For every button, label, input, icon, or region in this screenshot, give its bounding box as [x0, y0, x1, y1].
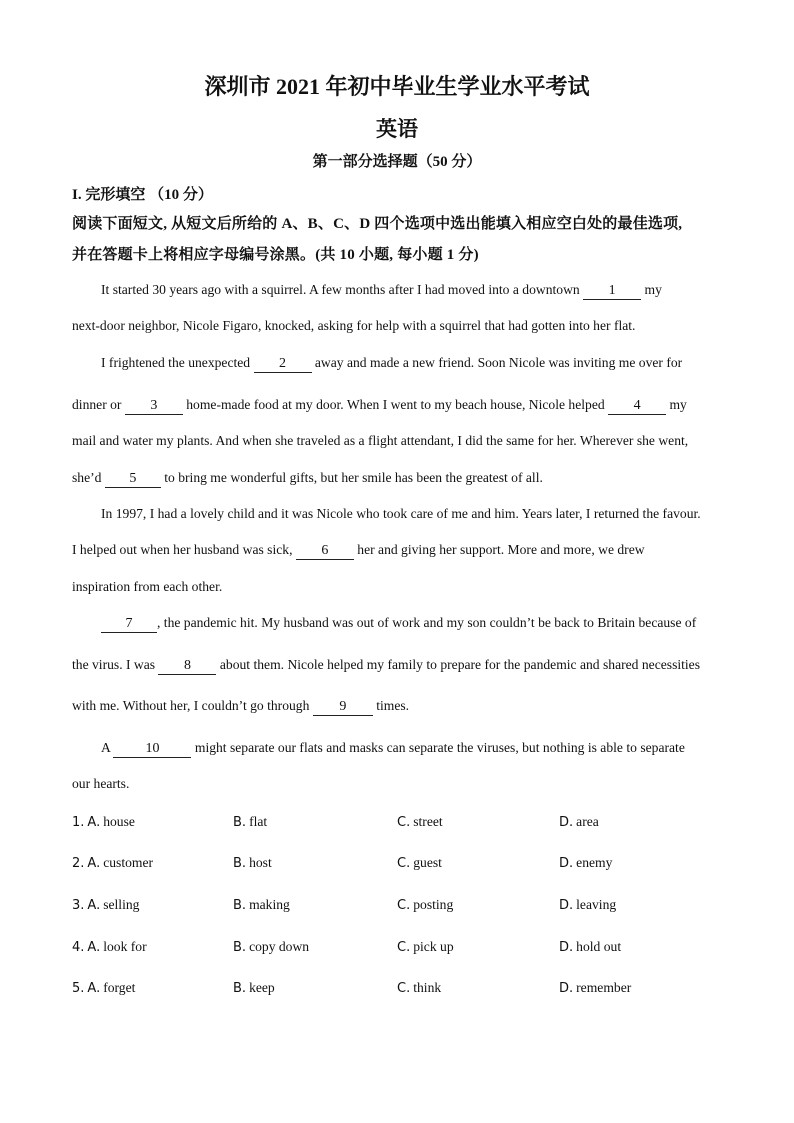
passage-line: A 10 might separate our flats and masks can separate the viruses, but nothing is able to separate — [101, 740, 685, 756]
question-2-option-c[interactable]: C. guest — [397, 855, 442, 871]
instruction-line-1: 阅读下面短文, 从短文后所给的 A、B、C、D 四个选项中选出能填入相应空白处的最佳选项, — [72, 216, 683, 232]
passage-line: dinner or 3 home-made food at my door. When I went to my beach house, Nicole helped 4 my — [72, 397, 687, 413]
blank-6: 6 — [296, 544, 354, 560]
part-title: 第一部分选择题（50 分） — [312, 154, 482, 170]
passage-line: In 1997, I had a lovely child and it was Nicole who took care of me and him. Years later, I returned the favour. — [101, 506, 701, 521]
question-1-option-a[interactable]: 1. A. house — [72, 814, 135, 830]
instruction-line-2: 并在答题卡上将相应字母编号涂黑。(共 10 小题, 每小题 1 分) — [72, 247, 479, 263]
passage-line: It started 30 years ago with a squirrel. A few months after I had moved into a downtown 1 my — [101, 282, 662, 298]
subject-title: 英语 — [376, 117, 418, 141]
passage-line: she’d 5 to bring me wonderful gifts, but her smile has been the greatest of all. — [72, 470, 543, 486]
blank-2: 2 — [254, 357, 312, 373]
blank-9: 9 — [313, 700, 373, 716]
question-5-option-d[interactable]: D. remember — [559, 980, 632, 996]
question-5-option-c[interactable]: C. think — [397, 980, 442, 996]
passage-line: inspiration from each other. — [72, 579, 223, 594]
passage-line: with me. Without her, I couldn’t go through 9 times. — [72, 698, 410, 714]
question-2-option-b[interactable]: B. host — [233, 855, 272, 871]
question-3-option-b[interactable]: B. making — [233, 897, 290, 913]
blank-7: 7 — [101, 617, 157, 633]
question-4-option-d[interactable]: D. hold out — [559, 939, 622, 955]
passage-line: I helped out when her husband was sick, 6 her and giving her support. More and more, we drew — [72, 542, 645, 558]
blank-5: 5 — [105, 472, 161, 488]
question-2-option-d[interactable]: D. enemy — [559, 855, 613, 871]
blank-8: 8 — [158, 659, 216, 675]
blank-10: 10 — [113, 742, 191, 758]
passage-line: our hearts. — [72, 776, 130, 791]
question-5-option-a[interactable]: 5. A. forget — [72, 980, 136, 996]
passage-line: the virus. I was 8 about them. Nicole helped my family to prepare for the pandemic and shared necessities — [72, 657, 701, 673]
blank-4: 4 — [608, 399, 666, 415]
exam-title: 深圳市 2021 年初中毕业生学业水平考试 — [204, 74, 590, 99]
question-3-option-d[interactable]: D. leaving — [559, 897, 617, 913]
question-3-option-c[interactable]: C. posting — [397, 897, 454, 913]
question-3-option-a[interactable]: 3. A. selling — [72, 897, 140, 913]
question-4-option-b[interactable]: B. copy down — [233, 939, 310, 955]
question-4-option-c[interactable]: C. pick up — [397, 939, 454, 955]
passage-line: mail and water my plants. And when she traveled as a flight attendant, I did the same for her. Wherever she went, — [72, 433, 689, 448]
blank-3: 3 — [125, 399, 183, 415]
blank-1: 1 — [583, 284, 641, 300]
question-2-option-a[interactable]: 2. A. customer — [72, 855, 154, 871]
question-1-option-d[interactable]: D. area — [559, 814, 599, 830]
passage-line: 7 , the pandemic hit. My husband was out of work and my son couldn’t be back to Britain because of — [101, 616, 696, 633]
passage-line: next-door neighbor, Nicole Figaro, knocked, asking for help with a squirrel that had gotten into her flat. — [72, 318, 636, 333]
question-5-option-b[interactable]: B. keep — [233, 980, 275, 996]
question-1-option-c[interactable]: C. street — [397, 814, 443, 830]
section-heading: I. 完形填空 （10 分） — [72, 187, 213, 203]
passage-line: I frightened the unexpected 2 away and made a new friend. Soon Nicole was inviting me over for — [101, 355, 683, 371]
question-4-option-a[interactable]: 4. A. look for — [72, 939, 147, 955]
question-1-option-b[interactable]: B. flat — [233, 814, 268, 830]
